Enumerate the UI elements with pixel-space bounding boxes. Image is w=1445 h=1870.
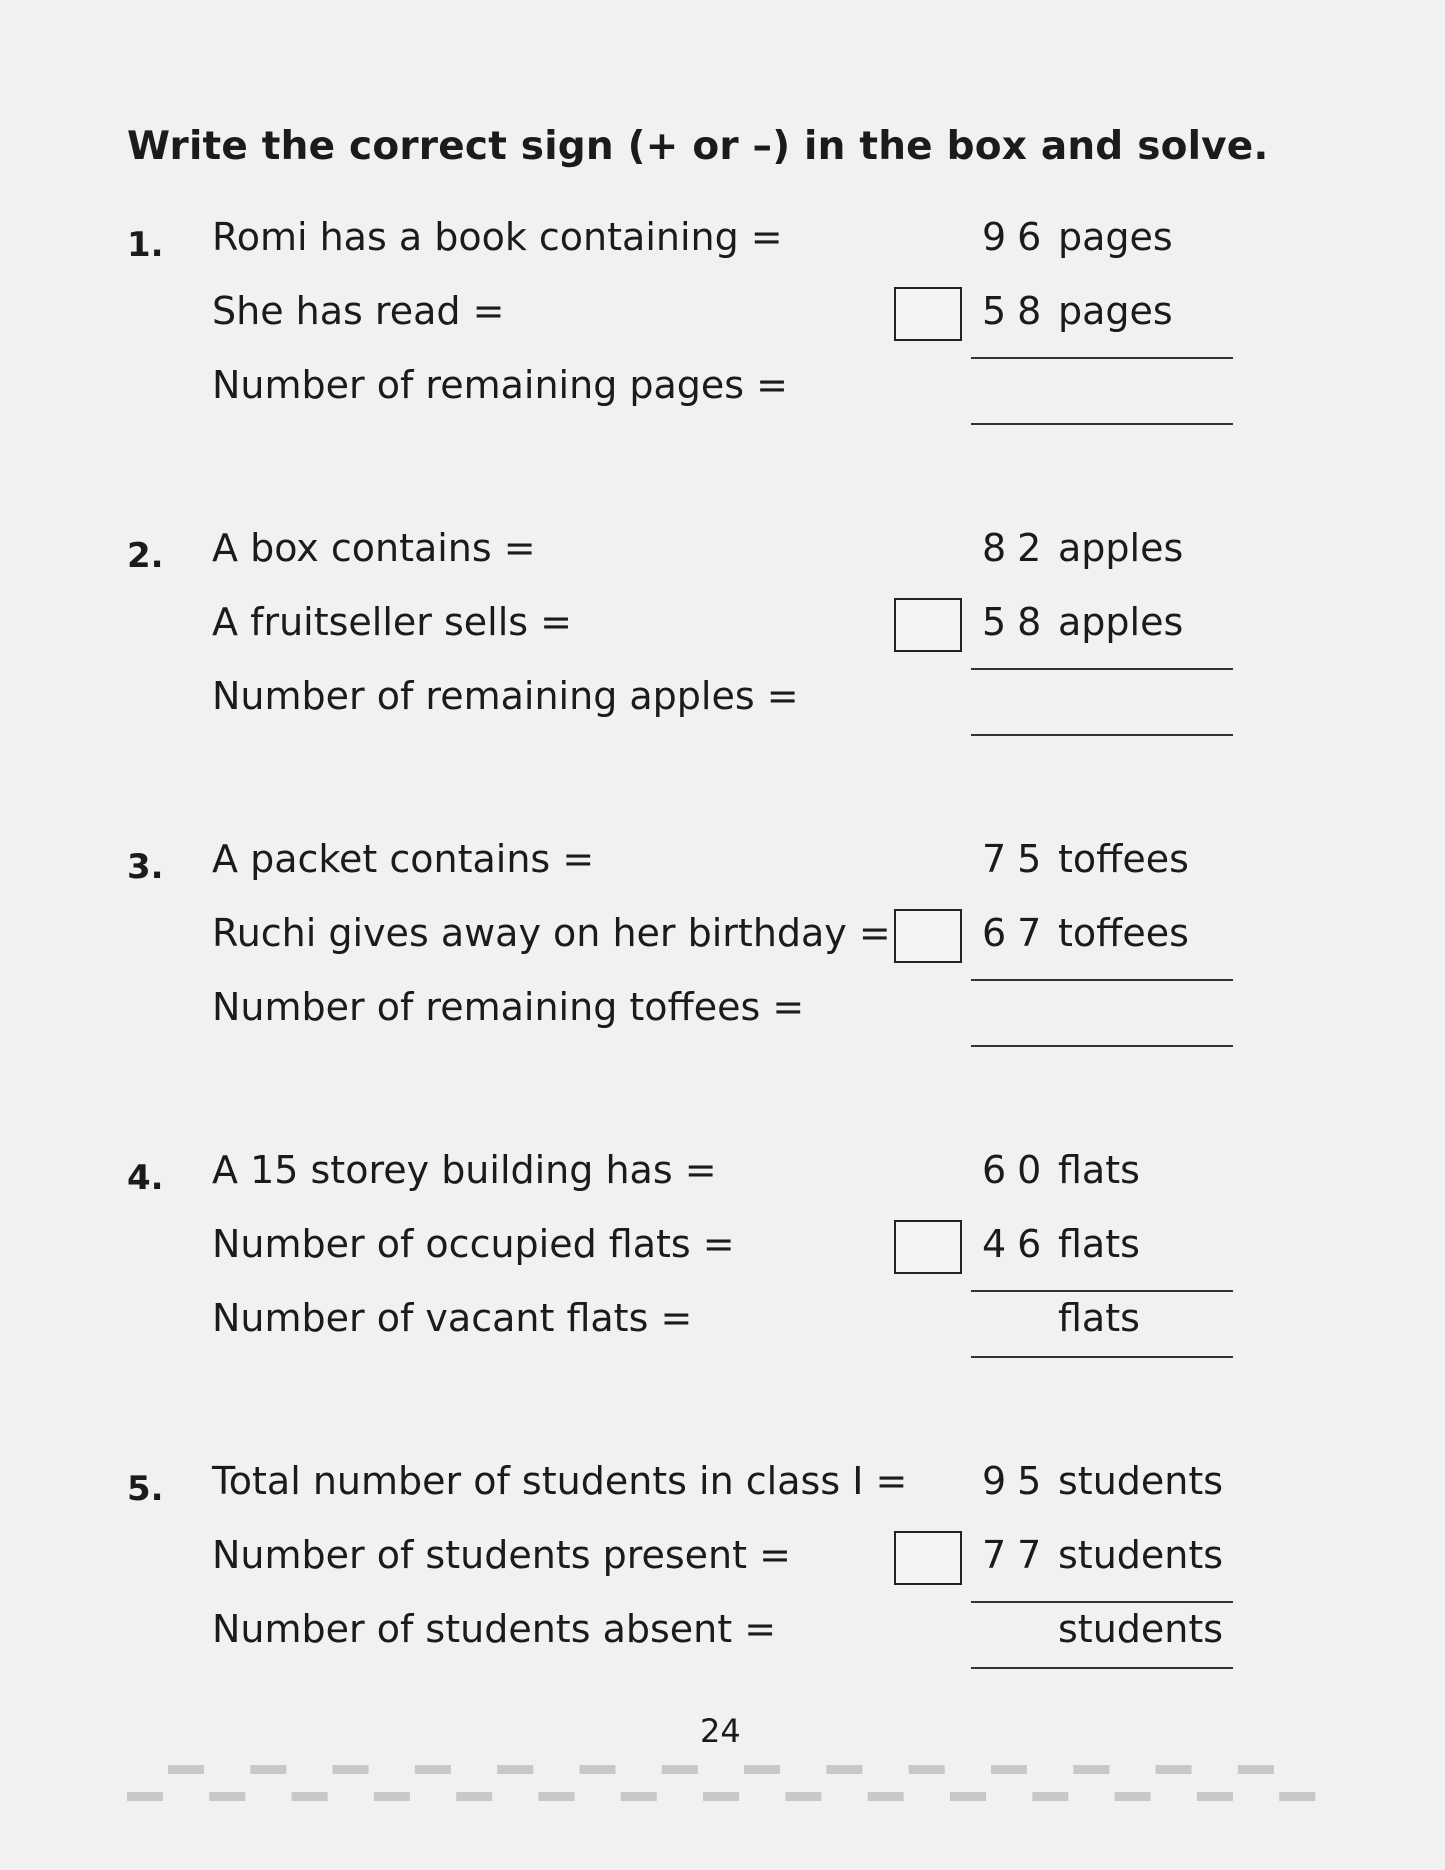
second-unit: apples xyxy=(1058,600,1184,644)
problem-line-1: A box contains = xyxy=(212,526,536,570)
problem-line-1: A packet contains = xyxy=(212,837,595,881)
second-number: 77 xyxy=(982,1533,1053,1577)
border-dash xyxy=(333,1765,369,1774)
instruction-heading: Write the correct sign (+ or –) in the box and solve. xyxy=(127,124,1269,169)
problem-line-1: Romi has a book containing = xyxy=(212,215,783,259)
border-dash xyxy=(250,1765,286,1774)
first-number: 95 xyxy=(982,1459,1053,1503)
first-unit: students xyxy=(1058,1459,1224,1503)
second-unit: pages xyxy=(1058,289,1173,333)
first-unit: toffees xyxy=(1058,837,1189,881)
border-dash xyxy=(292,1792,328,1801)
border-dash xyxy=(539,1792,575,1801)
border-dash xyxy=(703,1792,739,1801)
first-number: 82 xyxy=(982,526,1053,570)
border-dash xyxy=(374,1792,410,1801)
problem-line-3: Number of students absent = xyxy=(212,1607,777,1651)
second-number: 58 xyxy=(982,600,1053,644)
second-unit: flats xyxy=(1058,1222,1140,1266)
border-dash xyxy=(1238,1765,1274,1774)
page-number: 24 xyxy=(700,1712,741,1750)
border-dash xyxy=(415,1765,451,1774)
border-dash xyxy=(744,1765,780,1774)
second-number: 58 xyxy=(982,289,1053,333)
problem-line-2: Number of occupied flats = xyxy=(212,1222,735,1266)
problem-3 xyxy=(0,829,1445,1049)
border-dash xyxy=(1156,1765,1192,1774)
second-unit: toffees xyxy=(1058,911,1189,955)
first-number: 75 xyxy=(982,837,1053,881)
border-dash xyxy=(1032,1792,1068,1801)
problem-line-3: Number of remaining toffees = xyxy=(212,985,805,1029)
answer-line[interactable] xyxy=(971,1667,1233,1669)
sign-answer-box[interactable] xyxy=(894,1220,962,1274)
problem-line-3: Number of vacant flats = xyxy=(212,1296,693,1340)
second-number: 46 xyxy=(982,1222,1053,1266)
border-dash xyxy=(127,1792,163,1801)
problem-number: 5. xyxy=(127,1469,164,1509)
border-dash xyxy=(662,1765,698,1774)
sign-answer-box[interactable] xyxy=(894,598,962,652)
problem-line-3: Number of remaining apples = xyxy=(212,674,799,718)
border-dash xyxy=(991,1765,1027,1774)
answer-unit: flats xyxy=(1058,1296,1140,1340)
border-dash xyxy=(621,1792,657,1801)
sign-answer-box[interactable] xyxy=(894,909,962,963)
problem-line-2: She has read = xyxy=(212,289,505,333)
operation-rule xyxy=(971,1290,1233,1292)
problem-number: 3. xyxy=(127,847,164,887)
problem-line-1: A 15 storey building has = xyxy=(212,1148,717,1192)
first-unit: flats xyxy=(1058,1148,1140,1192)
border-dash xyxy=(168,1765,204,1774)
operation-rule xyxy=(971,357,1233,359)
second-number: 67 xyxy=(982,911,1053,955)
border-dash xyxy=(456,1792,492,1801)
sign-answer-box[interactable] xyxy=(894,1531,962,1585)
decorative-dashed-border xyxy=(0,1760,1445,1810)
first-number: 96 xyxy=(982,215,1053,259)
answer-unit: students xyxy=(1058,1607,1224,1651)
problem-1 xyxy=(0,207,1445,427)
operation-rule xyxy=(971,668,1233,670)
border-dash xyxy=(580,1765,616,1774)
border-dash xyxy=(209,1792,245,1801)
problem-line-1: Total number of students in class I = xyxy=(212,1459,908,1503)
border-dash xyxy=(950,1792,986,1801)
border-dash xyxy=(909,1765,945,1774)
answer-line[interactable] xyxy=(971,734,1233,736)
problem-4 xyxy=(0,1140,1445,1360)
first-number: 60 xyxy=(982,1148,1053,1192)
first-unit: apples xyxy=(1058,526,1184,570)
border-dash xyxy=(1279,1792,1315,1801)
dash-row-bottom xyxy=(127,1792,1315,1801)
dash-row-top xyxy=(168,1765,1274,1774)
problem-number: 4. xyxy=(127,1158,164,1198)
answer-line[interactable] xyxy=(971,1356,1233,1358)
operation-rule xyxy=(971,979,1233,981)
border-dash xyxy=(1115,1792,1151,1801)
problem-line-2: Ruchi gives away on her birthday = xyxy=(212,911,891,955)
problem-line-3: Number of remaining pages = xyxy=(212,363,789,407)
problem-2 xyxy=(0,518,1445,738)
operation-rule xyxy=(971,1601,1233,1603)
border-dash xyxy=(497,1765,533,1774)
problem-line-2: Number of students present = xyxy=(212,1533,791,1577)
second-unit: students xyxy=(1058,1533,1224,1577)
border-dash xyxy=(868,1792,904,1801)
problem-number: 2. xyxy=(127,536,164,576)
border-dash xyxy=(826,1765,862,1774)
answer-line[interactable] xyxy=(971,1045,1233,1047)
sign-answer-box[interactable] xyxy=(894,287,962,341)
border-dash xyxy=(1197,1792,1233,1801)
problem-5 xyxy=(0,1451,1445,1671)
problem-number: 1. xyxy=(127,225,164,265)
answer-line[interactable] xyxy=(971,423,1233,425)
border-dash xyxy=(1073,1765,1109,1774)
border-dash xyxy=(785,1792,821,1801)
problem-line-2: A fruitseller sells = xyxy=(212,600,572,644)
first-unit: pages xyxy=(1058,215,1173,259)
